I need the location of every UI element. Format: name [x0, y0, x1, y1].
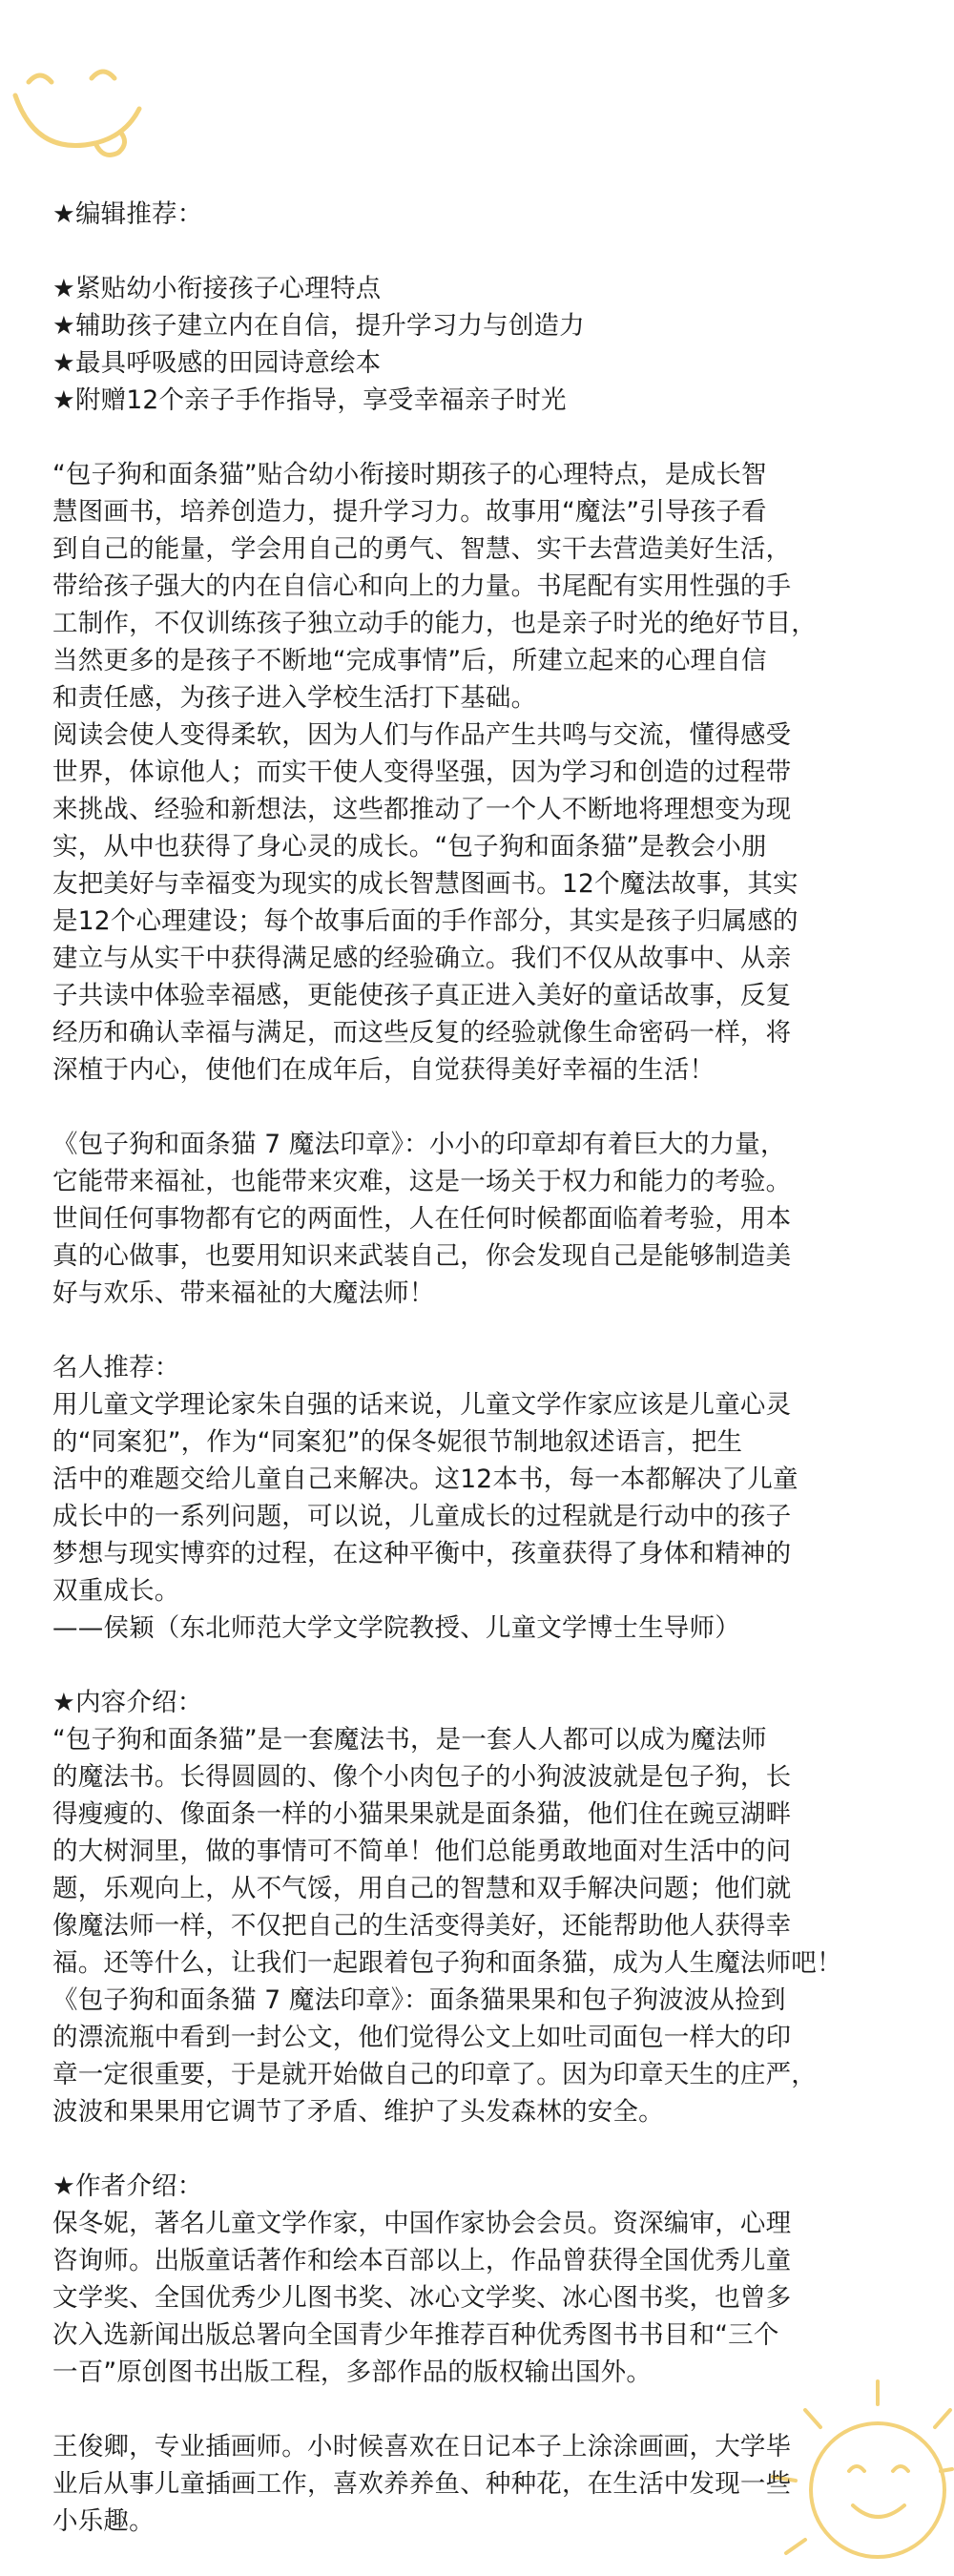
article-body — [52, 196, 911, 2540]
content-intro-line: 得瘦瘦的、像面条一样的小猫果果就是面条猫，他们住在豌豆湖畔 — [52, 1799, 792, 1829]
intro-paragraph-line: 友把美好与幸福变为现实的成长智慧图画书。12个魔法故事，其实 — [52, 869, 798, 899]
intro-paragraph-line: “包子狗和面条猫”贴合幼小衔接时期孩子的心理特点，是成长智 — [52, 460, 767, 489]
celebrity-line: 双重成长。 — [52, 1576, 180, 1606]
book-summary-line: 真的心做事，也要用知识来武装自己，你会发现自己是能够制造美 — [52, 1241, 792, 1271]
intro-paragraph-line: 阅读会使人变得柔软，因为人们与作品产生共鸣与交流，懂得感受 — [52, 720, 792, 750]
content-intro-line: 题，乐观向上，从不气馁，用自己的智慧和双手解决问题；他们就 — [52, 1874, 792, 1903]
editor-bullet: ★紧贴幼小衔接孩子心理特点 — [52, 274, 382, 303]
intro-paragraph-line: 经历和确认幸福与满足，而这些反复的经验就像生命密码一样，将 — [52, 1018, 792, 1048]
author-line: 一百”原创图书出版工程，多部作品的版权输出国外。 — [52, 2358, 653, 2387]
content-intro-line: 《包子狗和面条猫 7 魔法印章》：面条猫果果和包子狗波波从捡到 — [52, 1985, 786, 2015]
editor-bullet: ★最具呼吸感的田园诗意绘本 — [52, 348, 382, 378]
content-intro-line: 福。还等什么，让我们一起跟着包子狗和面条猫，成为人生魔法师吧！ — [52, 1948, 842, 1978]
book-summary-line: 《包子狗和面条猫 7 魔法印章》：小小的印章却有着巨大的力量， — [52, 1130, 786, 1159]
intro-paragraph-line: 建立与从实干中获得满足感的经验确立。我们不仅从故事中、从亲 — [52, 944, 792, 973]
celebrity-line: 的“同案犯”，作为“同案犯”的保冬妮很节制地叙述语言，把生 — [52, 1427, 743, 1457]
content-intro-line: 的漂流瓶中看到一封公文，他们觉得公文上如吐司面包一样大的印 — [52, 2023, 792, 2052]
illustrator-line: 小乐趣。 — [52, 2506, 155, 2536]
content-intro-line: 的魔法书。长得圆圆的、像个小肉包子的小狗波波就是包子狗，长 — [52, 1762, 792, 1792]
celebrity-line: 梦想与现实博弈的过程，在这种平衡中，孩童获得了身体和精神的 — [52, 1539, 792, 1568]
intro-paragraph-line: 当然更多的是孩子不断地“完成事情”后，所建立起来的心理自信 — [52, 646, 767, 675]
intro-paragraph-line: 来挑战、经验和新想法，这些都推动了一个人不断地将理想变为现 — [52, 795, 792, 824]
intro-paragraph-line: 到自己的能量，学会用自己的勇气、智慧、实干去营造美好生活， — [52, 534, 792, 564]
intro-paragraph-line: 工制作，不仅训练孩子独立动手的能力，也是亲子时光的绝好节目， — [52, 609, 817, 638]
intro-paragraph-line: 慧图画书，培养创造力，提升学习力。故事用“魔法”引导孩子看 — [52, 497, 767, 527]
author-line: 保冬妮，著名儿童文学作家，中国作家协会会员。资深编审，心理 — [52, 2209, 792, 2238]
celebrity-attribution: ——侯颖（东北师范大学文学院教授、儿童文学博士生导师） — [52, 1613, 740, 1643]
celebrity-recommend-heading: 名人推荐： — [52, 1353, 180, 1382]
author-intro-heading: ★作者介绍： — [52, 2171, 203, 2201]
content-intro-line: 的大树洞里，做的事情可不简单！他们总能勇敢地面对生活中的问 — [52, 1837, 792, 1866]
intro-paragraph-line: 是12个心理建设；每个故事后面的手作部分，其实是孩子归属感的 — [52, 906, 798, 936]
editor-bullet: ★附赠12个亲子手作指导，享受幸福亲子时光 — [52, 385, 567, 415]
book-summary-line: 好与欢乐、带来福祉的大魔法师！ — [52, 1278, 435, 1308]
author-line: 咨询师。出版童话著作和绘本百部以上，作品曾获得全国优秀儿童 — [52, 2246, 792, 2275]
smiley-face-icon — [8, 50, 160, 164]
editor-bullet: ★辅助孩子建立内在自信，提升学习力与创造力 — [52, 311, 585, 341]
book-summary-line: 它能带来福祉，也能带来灾难，这是一场关于权力和能力的考验。 — [52, 1167, 792, 1196]
editor-recommend-heading: ★编辑推荐： — [52, 199, 203, 229]
intro-paragraph-line: 和责任感，为孩子进入学校生活打下基础。 — [52, 683, 537, 713]
intro-paragraph-line: 带给孩子强大的内在自信心和向上的力量。书尾配有实用性强的手 — [52, 571, 792, 601]
intro-paragraph-line: 世界，体谅他人；而实干使人变得坚强，因为学习和创造的过程带 — [52, 758, 792, 787]
illustrator-line: 业后从事儿童插画工作，喜欢养养鱼、种种花，在生活中发现一些 — [52, 2469, 792, 2499]
content-intro-line: 像魔法师一样，不仅把自己的生活变得美好，还能帮助他人获得幸 — [52, 1911, 792, 1941]
content-intro-heading: ★内容介绍： — [52, 1688, 203, 1717]
celebrity-line: 活中的难题交给儿童自己来解决。这12本书，每一本都解决了儿童 — [52, 1465, 798, 1494]
celebrity-line: 用儿童文学理论家朱自强的话来说，儿童文学作家应该是儿童心灵 — [52, 1390, 792, 1420]
content-intro-line: 章一定很重要，于是就开始做自己的印章了。因为印章天生的庄严， — [52, 2060, 817, 2089]
book-summary-line: 世间任何事物都有它的两面性，人在任何时候都面临着考验，用本 — [52, 1204, 792, 1234]
intro-paragraph-line: 实，从中也获得了身心灵的成长。“包子狗和面条猫”是教会小朋 — [52, 832, 767, 862]
author-line: 文学奖、全国优秀少儿图书奖、冰心文学奖、冰心图书奖，也曾多 — [52, 2283, 792, 2313]
celebrity-line: 成长中的一系列问题，可以说，儿童成长的过程就是行动中的孩子 — [52, 1502, 792, 1531]
intro-paragraph-line: 子共读中体验幸福感，更能使孩子真正进入美好的童话故事，反复 — [52, 981, 792, 1010]
content-intro-line: 波波和果果用它调节了矛盾、维护了头发森林的安全。 — [52, 2097, 664, 2127]
illustrator-line: 王俊卿，专业插画师。小时候喜欢在日记本子上涂涂画画，大学毕 — [52, 2432, 792, 2462]
author-line: 次入选新闻出版总署向全国青少年推荐百种优秀图书书目和“三个 — [52, 2320, 779, 2350]
content-intro-line: “包子狗和面条猫”是一套魔法书，是一套人人都可以成为魔法师 — [52, 1725, 767, 1755]
intro-paragraph-line: 深植于内心，使他们在成年后，自觉获得美好幸福的生活！ — [52, 1055, 716, 1085]
